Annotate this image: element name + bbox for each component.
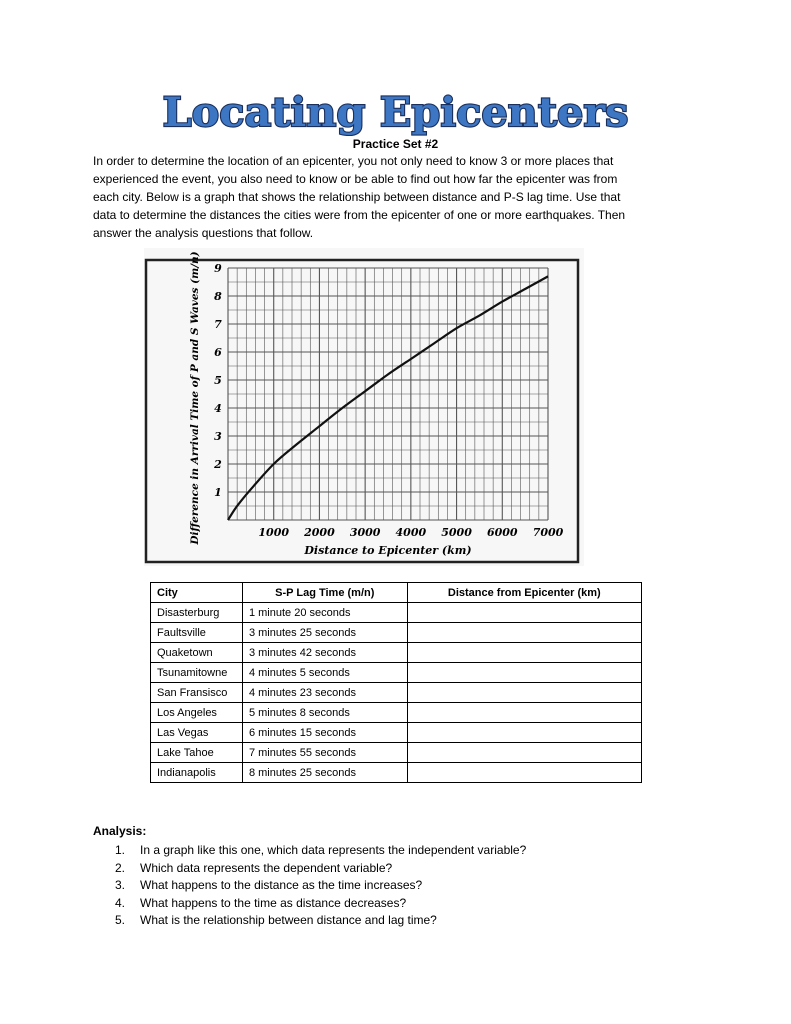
table-row	[151, 703, 642, 723]
analysis-question	[93, 842, 526, 860]
x-tick-label: 3000	[349, 526, 381, 539]
distance-answer-cell[interactable]	[407, 723, 641, 743]
table-row	[151, 623, 642, 643]
practice-set-label: Practice Set #2	[352, 137, 439, 151]
y-tick-label: 6	[214, 346, 222, 359]
y-tick-label: 1	[214, 486, 222, 499]
intro-line: In order to determine the location of an epicenter, you not only need to know 3 or more places that	[93, 154, 614, 168]
lag-time-cell: 4 minutes 23 seconds	[242, 683, 407, 703]
x-tick-label: 2000	[304, 526, 335, 539]
question-text: Which data represents the dependent variable?	[140, 860, 393, 875]
chart-svg	[144, 248, 584, 566]
distance-answer-cell[interactable]	[407, 603, 641, 623]
x-tick-label: 5000	[441, 526, 472, 539]
city-cell: Faultsville	[151, 623, 243, 643]
title-graphic	[0, 86, 791, 136]
intro-line: experienced the event, you also need to know or be able to find out how far the epicenter was from	[93, 172, 618, 186]
question-number: 3.	[115, 878, 126, 892]
lag-time-cell: 7 minutes 55 seconds	[242, 743, 407, 763]
lag-time-cell: 3 minutes 25 seconds	[242, 623, 407, 643]
y-tick-label: 2	[214, 458, 222, 471]
column-header-city: City	[151, 583, 243, 603]
analysis-question	[93, 860, 526, 878]
city-cell: Los Angeles	[151, 703, 243, 723]
lag-time-cell: 8 minutes 25 seconds	[242, 763, 407, 783]
lag-time-cell: 6 minutes 15 seconds	[242, 723, 407, 743]
question-number: 4.	[115, 895, 126, 910]
table-row	[151, 723, 642, 743]
analysis-question	[93, 895, 526, 913]
question-number: 1.	[115, 843, 126, 857]
distance-answer-cell[interactable]	[407, 703, 641, 723]
table-row	[151, 663, 642, 683]
city-cell: San Fransisco	[151, 683, 243, 703]
y-axis-label: Difference in Arrival Time of P and S Waves (m/n)	[189, 251, 201, 545]
question-text: In a graph like this one, which data represents the independent variable?	[140, 843, 527, 857]
x-tick-label: 1000	[258, 526, 290, 539]
chart-ticks	[213, 262, 563, 539]
intro-line: answer the analysis questions that follow.	[93, 226, 314, 240]
city-cell: Lake Tahoe	[151, 743, 243, 763]
city-cell: Las Vegas	[151, 723, 243, 743]
intro-line: data to determine the distances the cities were from the epicenter of one or more earthquakes. Then	[93, 208, 626, 222]
title-banner	[0, 86, 791, 136]
question-text: What happens to the time as distance decreases?	[140, 895, 407, 910]
city-cell: Tsunamitowne	[151, 663, 243, 683]
analysis-question	[93, 877, 526, 895]
lag-time-cell: 3 minutes 42 seconds	[242, 643, 407, 663]
city-cell: Indianapolis	[151, 763, 243, 783]
y-tick-label: 5	[214, 374, 222, 387]
intro-paragraph	[93, 152, 693, 242]
distance-answer-cell[interactable]	[407, 643, 641, 663]
question-number: 5.	[115, 913, 126, 927]
lag-time-cell: 5 minutes 8 seconds	[242, 703, 407, 723]
y-tick-label: 8	[214, 290, 222, 303]
distance-answer-cell[interactable]	[407, 763, 641, 783]
table-header-row	[151, 583, 642, 603]
table-row	[151, 743, 642, 763]
y-tick-label: 3	[214, 430, 222, 443]
x-tick-label: 7000	[532, 526, 564, 539]
lag-time-graph	[144, 248, 584, 566]
analysis-question	[93, 912, 526, 930]
city-cell: Disasterburg	[151, 603, 243, 623]
y-tick-label: 7	[214, 318, 222, 331]
question-text: What is the relationship between distance and lag time?	[140, 913, 437, 927]
distance-answer-cell[interactable]	[407, 663, 641, 683]
analysis-heading: Analysis:	[93, 824, 147, 838]
y-tick-label: 9	[214, 262, 222, 275]
column-header-lag-time: S-P Lag Time (m/n)	[242, 583, 407, 603]
column-header-distance: Distance from Epicenter (km)	[407, 583, 641, 603]
page-title: Locating Epicenters	[162, 89, 629, 136]
question-number: 2.	[115, 860, 126, 875]
question-text: What happens to the distance as the time increases?	[140, 878, 423, 892]
table-row	[151, 683, 642, 703]
chart-series-line	[228, 276, 548, 520]
table-row	[151, 603, 642, 623]
x-tick-label: 6000	[486, 526, 518, 539]
chart-frame	[146, 260, 578, 562]
table-row	[151, 763, 642, 783]
lag-time-cell: 1 minute 20 seconds	[242, 603, 407, 623]
x-axis-label: Distance to Epicenter (km)	[304, 544, 472, 557]
table-row	[151, 643, 642, 663]
intro-line: each city. Below is a graph that shows the relationship between distance and P-S lag time. Use that	[93, 190, 621, 204]
lag-time-table	[150, 582, 642, 783]
chart-grid	[228, 268, 548, 520]
distance-answer-cell[interactable]	[407, 743, 641, 763]
y-tick-label: 4	[214, 402, 222, 415]
analysis-question-list	[93, 842, 526, 930]
city-cell: Quaketown	[151, 643, 243, 663]
distance-answer-cell[interactable]	[407, 683, 641, 703]
x-tick-label: 4000	[395, 526, 427, 539]
distance-answer-cell[interactable]	[407, 623, 641, 643]
lag-time-cell: 4 minutes 5 seconds	[242, 663, 407, 683]
